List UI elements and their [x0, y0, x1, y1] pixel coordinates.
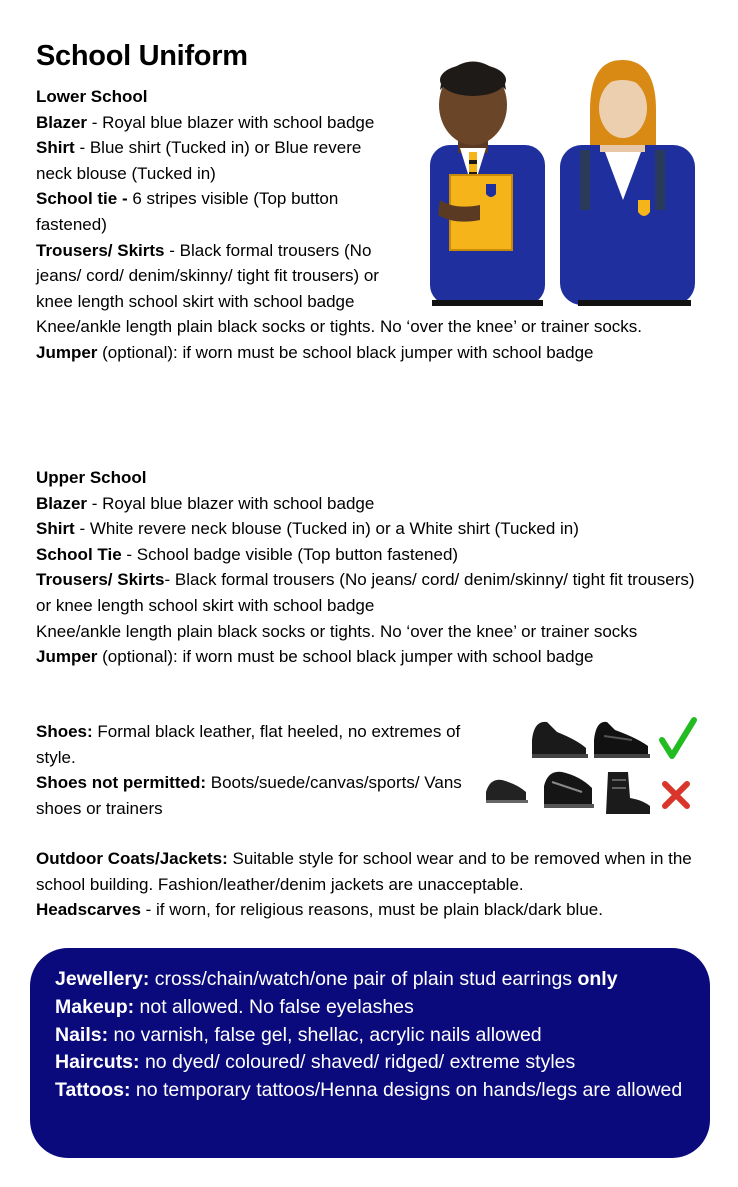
lower-school-section [36, 84, 676, 366]
headscarves-label: Headscarves [36, 900, 141, 920]
haircuts-label: Haircuts: [55, 1051, 140, 1074]
nails-text: no varnish, false gel, shellac, acrylic nails allowed [108, 1023, 542, 1046]
headscarves-text: - if worn, for religious reasons, must be plain black/dark blue. [140, 900, 603, 920]
lower-jumper-text: (optional): if worn must be school black jumper with school badge [97, 342, 594, 362]
lower-tie-text: 6 stripes visible (Top button fastened) [36, 189, 339, 234]
upper-trousers-text: - Black formal trousers (No jeans/ cord/ denim/skinny/ tight fit trousers) or knee length school skirt with school badge [36, 570, 695, 615]
upper-socks-text: Knee/ankle length plain black socks or tights. No ‘over the knee’ or trainer socks [36, 621, 638, 641]
lower-school-heading: Lower School [36, 87, 148, 106]
upper-school-heading: Upper School [36, 468, 147, 487]
not-permitted-shoes-image [486, 772, 650, 814]
upper-shirt-text: - White revere neck blouse (Tucked in) or a White shirt (Tucked in) [74, 519, 579, 539]
haircuts-text: no dyed/ coloured/ shaved/ ridged/ extreme styles [139, 1051, 576, 1074]
makeup-text: not allowed. No false eyelashes [134, 995, 414, 1018]
upper-jumper-text: (optional): if worn must be school black jumper with school badge [97, 647, 594, 667]
upper-blazer-label: Blazer [36, 493, 88, 513]
outerwear-section [36, 846, 696, 923]
permitted-shoes-image [532, 722, 650, 758]
shoes-section [36, 719, 466, 821]
nails-label: Nails: [55, 1023, 109, 1046]
coats-text: Suitable style for school wear and to be removed when in the school building. Fashion/leather/denim jackets are unacceptable. [36, 849, 692, 894]
tattoos-text: no temporary tattoos/Henna designs on hands/legs are allowed [130, 1079, 683, 1102]
lower-shirt-text: - Blue shirt (Tucked in) or Blue revere neck blouse (Tucked in) [36, 138, 362, 183]
check-icon [662, 720, 694, 756]
shoes-not-permitted-text: Boots/suede/canvas/sports/ Vans shoes or trainers [36, 773, 462, 818]
upper-tie-label: School Tie [36, 544, 122, 564]
makeup-label: Makeup: [55, 995, 135, 1018]
jewellery-emphasis: only [577, 968, 618, 990]
jewellery-text: cross/chain/watch/one pair of plain stud earrings [149, 968, 578, 990]
lower-blazer-text: - Royal blue blazer with school badge [87, 112, 375, 132]
lower-trousers-text: - Black formal trousers (No jeans/ cord/ denim/skinny/ tight fit trousers) or knee length school skirt with school badge [36, 240, 379, 311]
upper-trousers-label: Trousers/ Skirts [36, 570, 165, 590]
upper-school-section [36, 465, 696, 670]
cross-icon [665, 784, 687, 806]
shoes-not-permitted-label: Shoes not permitted: [36, 773, 207, 793]
upper-jumper-label: Jumper [36, 647, 98, 667]
coats-label: Outdoor Coats/Jackets: [36, 849, 228, 868]
upper-blazer-text: - Royal blue blazer with school badge [87, 493, 375, 513]
upper-shirt-label: Shirt [36, 519, 75, 539]
lower-shirt-label: Shirt [36, 138, 75, 158]
tattoos-label: Tattoos: [55, 1079, 131, 1102]
rules-box [30, 948, 710, 1158]
jewellery-label: Jewellery: [55, 968, 150, 990]
shoes-image [482, 710, 702, 825]
upper-tie-text: - School badge visible (Top button fastened) [121, 544, 459, 564]
lower-socks-text: Knee/ankle length plain black socks or tights. No ‘over the knee’ or trainer socks. [36, 317, 643, 337]
page-title: School Uniform [36, 40, 248, 72]
shoes-label: Shoes: [36, 722, 93, 741]
shoes-text: Formal black leather, flat heeled, no extremes of style. [36, 722, 461, 767]
lower-trousers-label: Trousers/ Skirts [36, 240, 165, 260]
lower-blazer-label: Blazer [36, 112, 88, 132]
lower-jumper-label: Jumper [36, 342, 98, 362]
lower-tie-label: School tie - [36, 189, 128, 209]
